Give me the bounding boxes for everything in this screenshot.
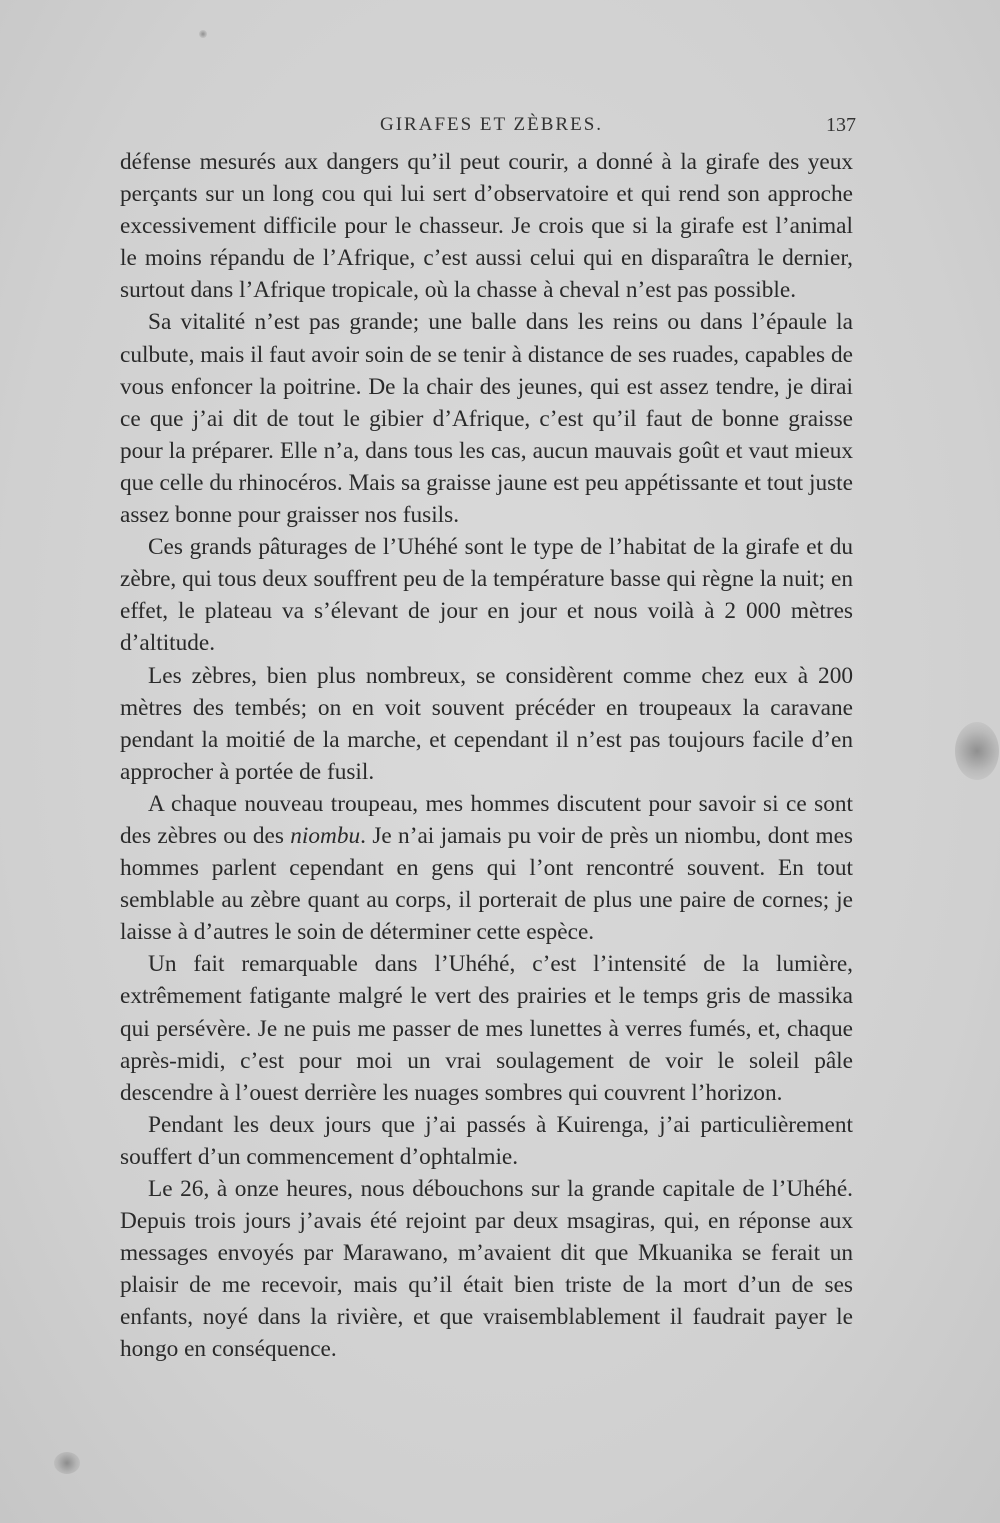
body-text <box>120 146 853 1366</box>
running-head <box>0 114 1000 144</box>
paragraph-7: Pendant les deux jours que j’ai passés à Kuirenga, j’ai particulièrement souffert d’un commencement d’ophtalmie. <box>120 1111 853 1170</box>
paragraph-3: Ces grands pâturages de l’Uhéhé sont le type de l’habitat de la girafe et du zèbre, qui tous deux souffrent peu de la température basse qui règne la nuit; en effet, le plateau va s’élevant de jour en jour et nous voilà à 2 000 mètres d’altitude. <box>120 534 853 657</box>
paragraph-8: Le 26, à onze heures, nous débouchons sur la grande capitale de l’Uhéhé. Depuis trois jours j’avais été rejoint par deux msagiras, qui, en réponse aux messages envoyés par Marawano, m’avaient dit que Mkuanika se ferait un plaisir de me recevoir, mais qu’il était bien triste de la mort d’un de ses enfants, noyé dans la rivière, et que vraisemblablement il faudrait payer le hongo en conséquence. <box>120 1176 853 1363</box>
paragraph-1: défense mesurés aux dangers qu’il peut courir, a donné à la girafe des yeux perçants sur un long cou qui lui sert d’observatoire et qui rend son approche excessivement difficile pour le chasseur. Je crois que si la girafe est l’animal le moins répandu de l’Afrique, c’est aussi celui qui en disparaîtra le dernier, surtout dans l’Afrique tropicale, où la chasse à cheval n’est pas possible. <box>120 149 853 304</box>
paper-speck-top <box>199 30 207 38</box>
paper-stain-right <box>955 722 999 780</box>
paragraph-2: Sa vitalité n’est pas grande; une balle dans les reins ou dans l’épaule la culbute, mais il faut avoir soin de se tenir à distance de ses ruades, capables de vous enfoncer la poitrine. De la chair des jeunes, qui est assez tendre, je dirai ce que j’ai dit de tout le gibier d’Afrique, c’est qu’il faut de bonne graisse pour la préparer. Elle n’a, dans tous les cas, aucun mauvais goût et vaut mieux que celle du rhinocéros. Mais sa graisse jaune est peu appétissante et tout juste assez bonne pour graisser nos fusils. <box>120 309 853 529</box>
paragraph-5-text-end: . Je n’ai jamais pu voir de près un niombu, dont mes hommes parlent cependant en gens qui l’ont rencontré souvent. En tout semblable au zèbre quant au corps, il porterait de plus une paire de cornes; je laisse à d’autres le soin de déterminer cette espèce. <box>120 822 853 946</box>
italic-term-niombu: niombu <box>290 822 361 849</box>
paragraph-4: Les zèbres, bien plus nombreux, se considèrent comme chez eux à 200 mètres des tembés; on en voit souvent précéder en troupeaux la caravane pendant la moitié de la marche, et cependant il n’est pas toujours facile d’en approcher à portée de fusil. <box>120 662 853 785</box>
running-title: GIRAFES ET ZÈBRES. <box>380 114 604 135</box>
page-number: 137 <box>826 114 856 136</box>
paragraph-5 <box>120 788 853 948</box>
paper-stain-bottom-left <box>54 1452 80 1474</box>
paragraph-5-text-start: A chaque nouveau troupeau, mes hommes discutent pour savoir si ce sont des zèbres ou des <box>120 790 853 849</box>
paragraph-6: Un fait remarquable dans l’Uhéhé, c’est l’intensité de la lumière, extrêmement fatigante malgré le vert des prairies et le temps gris de massika qui persévère. Je ne puis me passer de mes lunettes à verres fumés, et, chaque après-midi, c’est pour moi un vrai soulagement de voir le soleil pâle descendre à l’ouest derrière les nuages sombres qui couvrent l’horizon. <box>120 951 853 1106</box>
